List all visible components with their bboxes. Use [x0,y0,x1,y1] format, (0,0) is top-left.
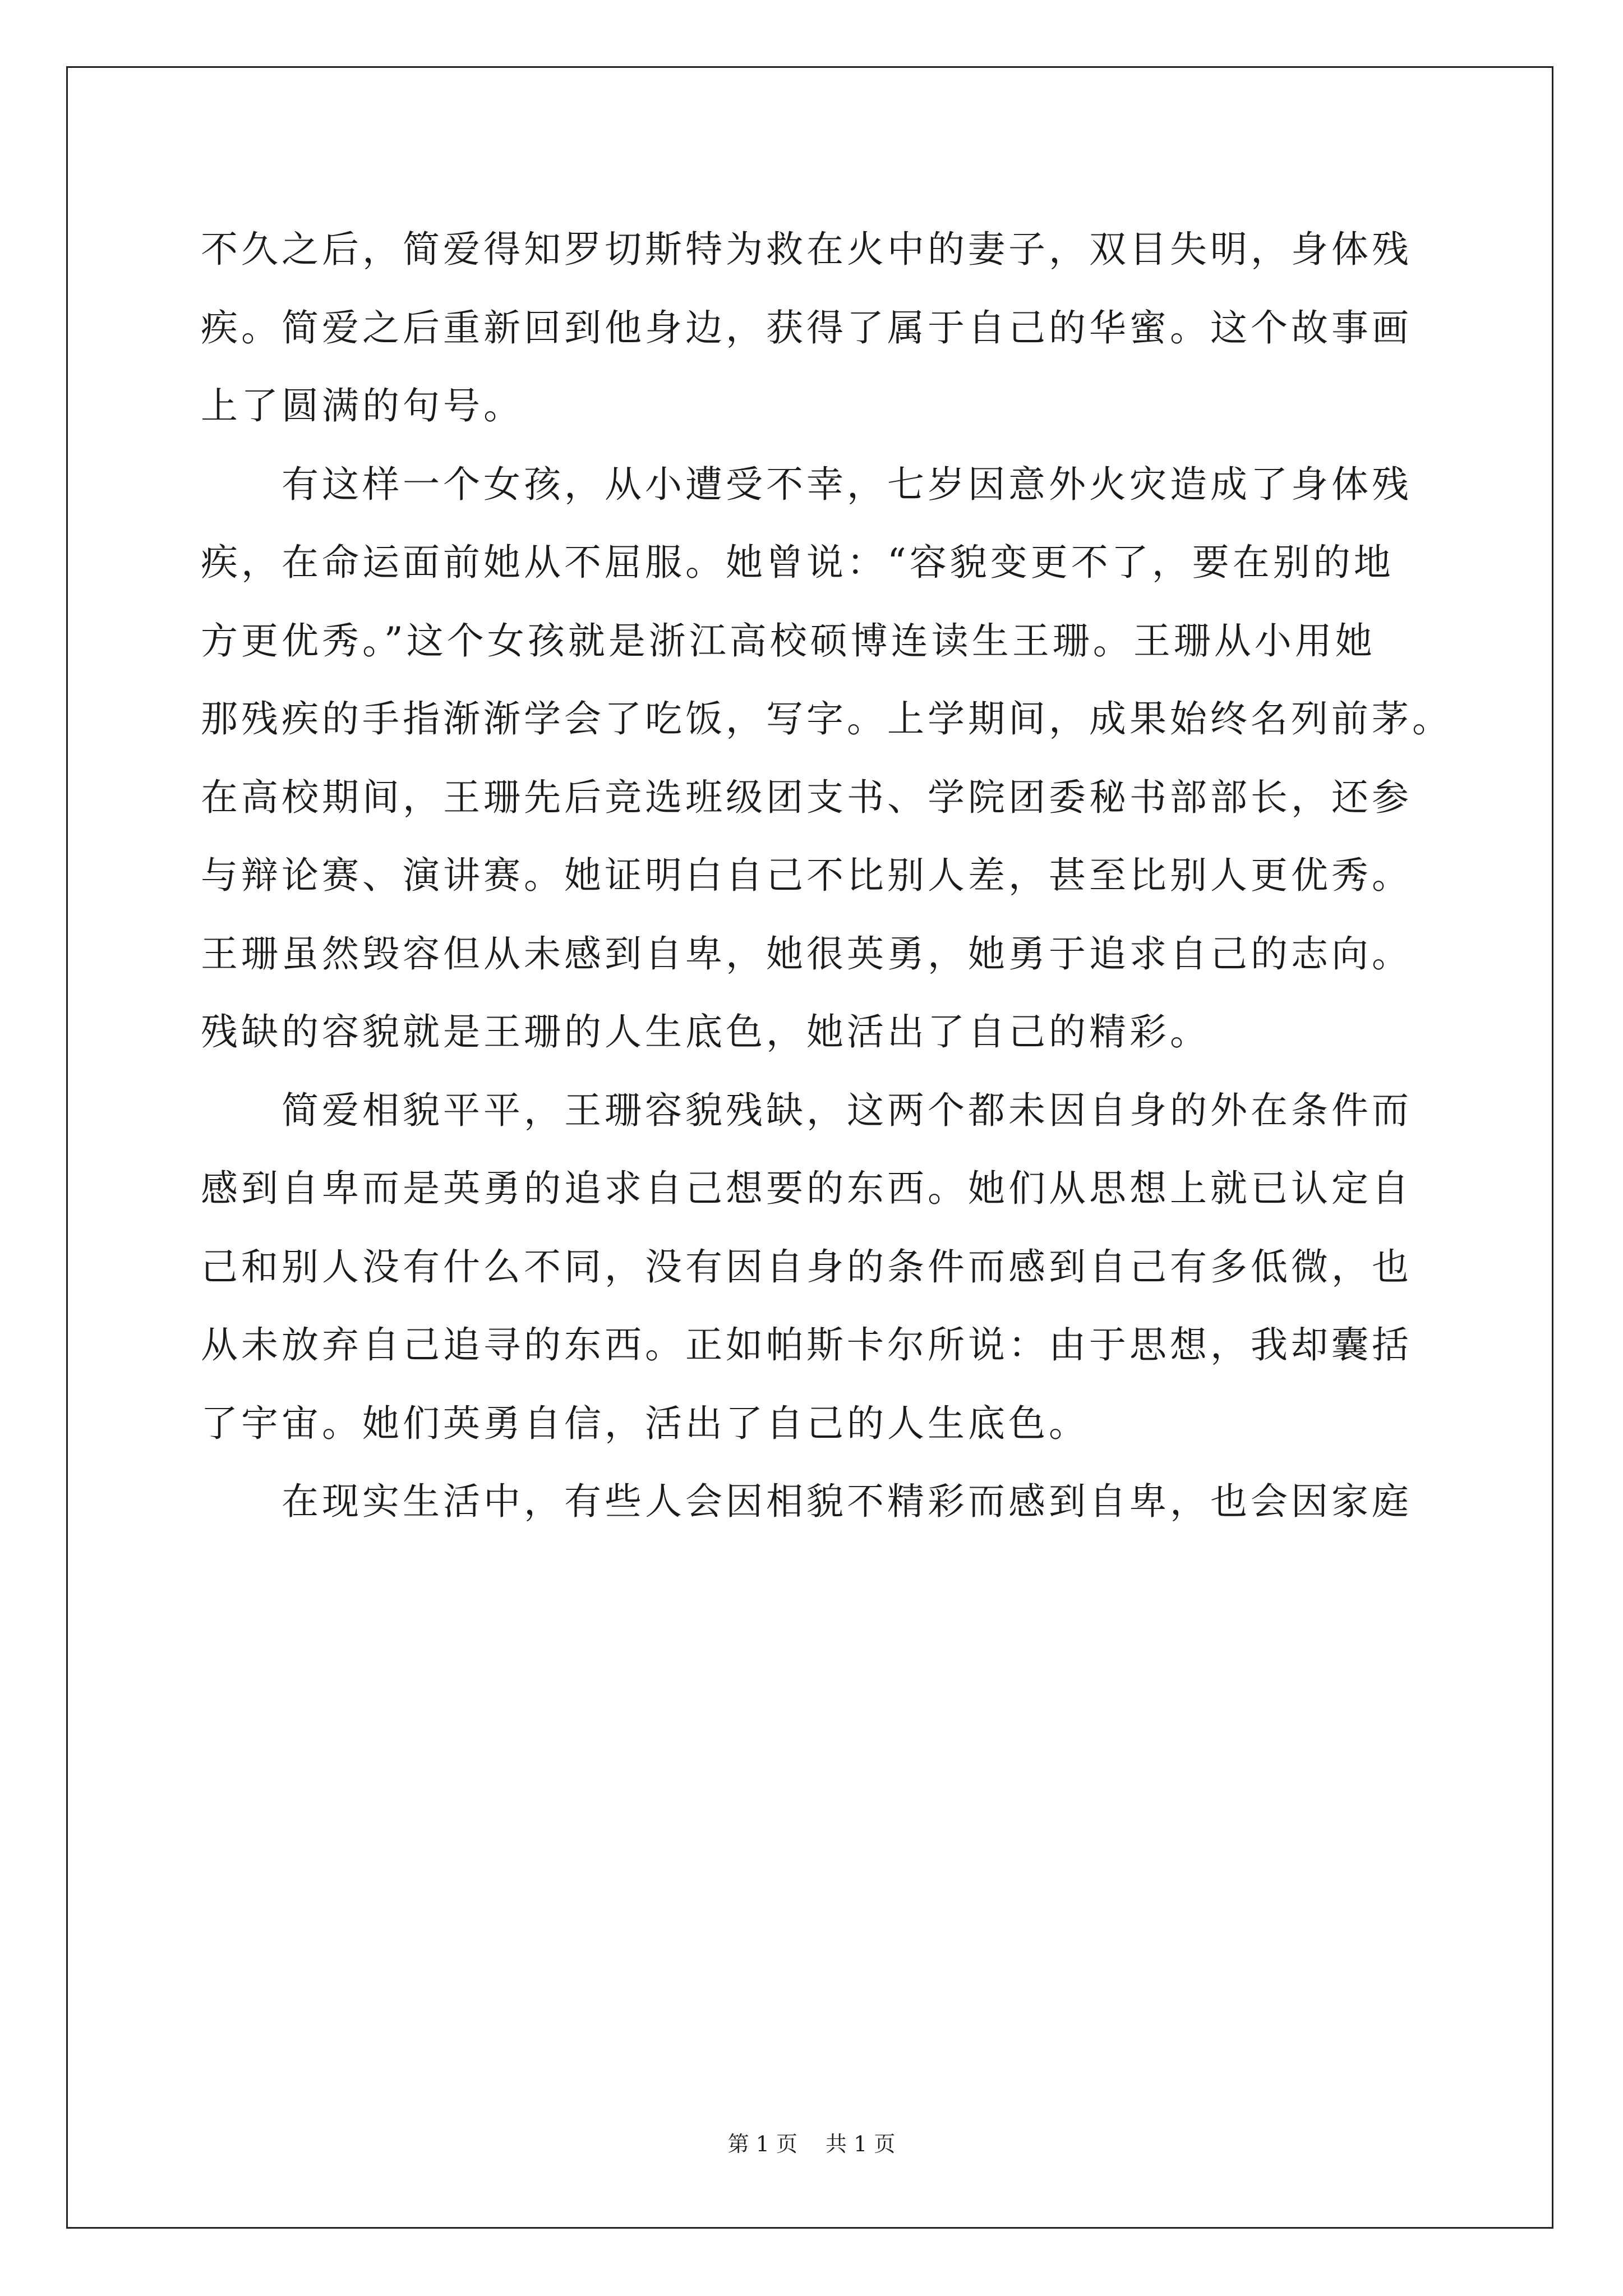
text-line: 与辩论赛、演讲赛。她证明白自己不比别人差，甚至比别人更优秀。 [201,854,1412,897]
text-line: 残缺的容貌就是王珊的人生底色，她活出了自己的精彩。 [201,1010,1210,1053]
text-line: 感到自卑而是英勇的追求自己想要的东西。她们从思想上就已认定自 [201,1167,1412,1210]
text-line: 了宇宙。她们英勇自信，活出了自己的人生底色。 [201,1401,1089,1445]
document-body [201,210,1457,1541]
text-line: 疾。简爱之后重新回到他身边，获得了属于自己的华蜜。这个故事画 [201,306,1412,349]
text-line: 在现实生活中，有些人会因相貌不精彩而感到自卑，也会因家庭 [201,1480,1412,1523]
text-line: 上了圆满的句号。 [201,384,524,427]
text-line: 有这样一个女孩，从小遭受不幸，七岁因意外火灾造成了身体残 [201,462,1412,506]
text-line: 疾，在命运面前她从不屈服。她曾说：“容貌变更不了，要在别的地 [201,541,1394,584]
text-line: 在高校期间，王珊先后竞选班级团支书、学院团委秘书部部长，还参 [201,775,1412,819]
text-line: 方更优秀。”这个女孩就是浙江高校硕博连读生王珊。王珊从小用她 [201,619,1376,662]
text-line: 简爱相貌平平，王珊容貌残缺，这两个都未因自身的外在条件而 [201,1088,1412,1132]
text-line: 那残疾的手指渐渐学会了吃饭，写字。上学期间，成果始终名列前茅。 [201,697,1453,740]
page-number-footer: 第 1 页 共 1 页 [727,2132,896,2156]
text-line: 不久之后，简爱得知罗切斯特为救在火中的妻子，双目失明，身体残 [201,228,1412,271]
text-line: 王珊虽然毁容但从未感到自卑，她很英勇，她勇于追求自己的志向。 [201,932,1412,976]
text-line: 己和别人没有什么不同，没有因自身的条件而感到自己有多低微，也 [201,1245,1412,1289]
text-line: 从未放弃自己追寻的东西。正如帕斯卡尔所说：由于思想，我却囊括 [201,1323,1412,1366]
